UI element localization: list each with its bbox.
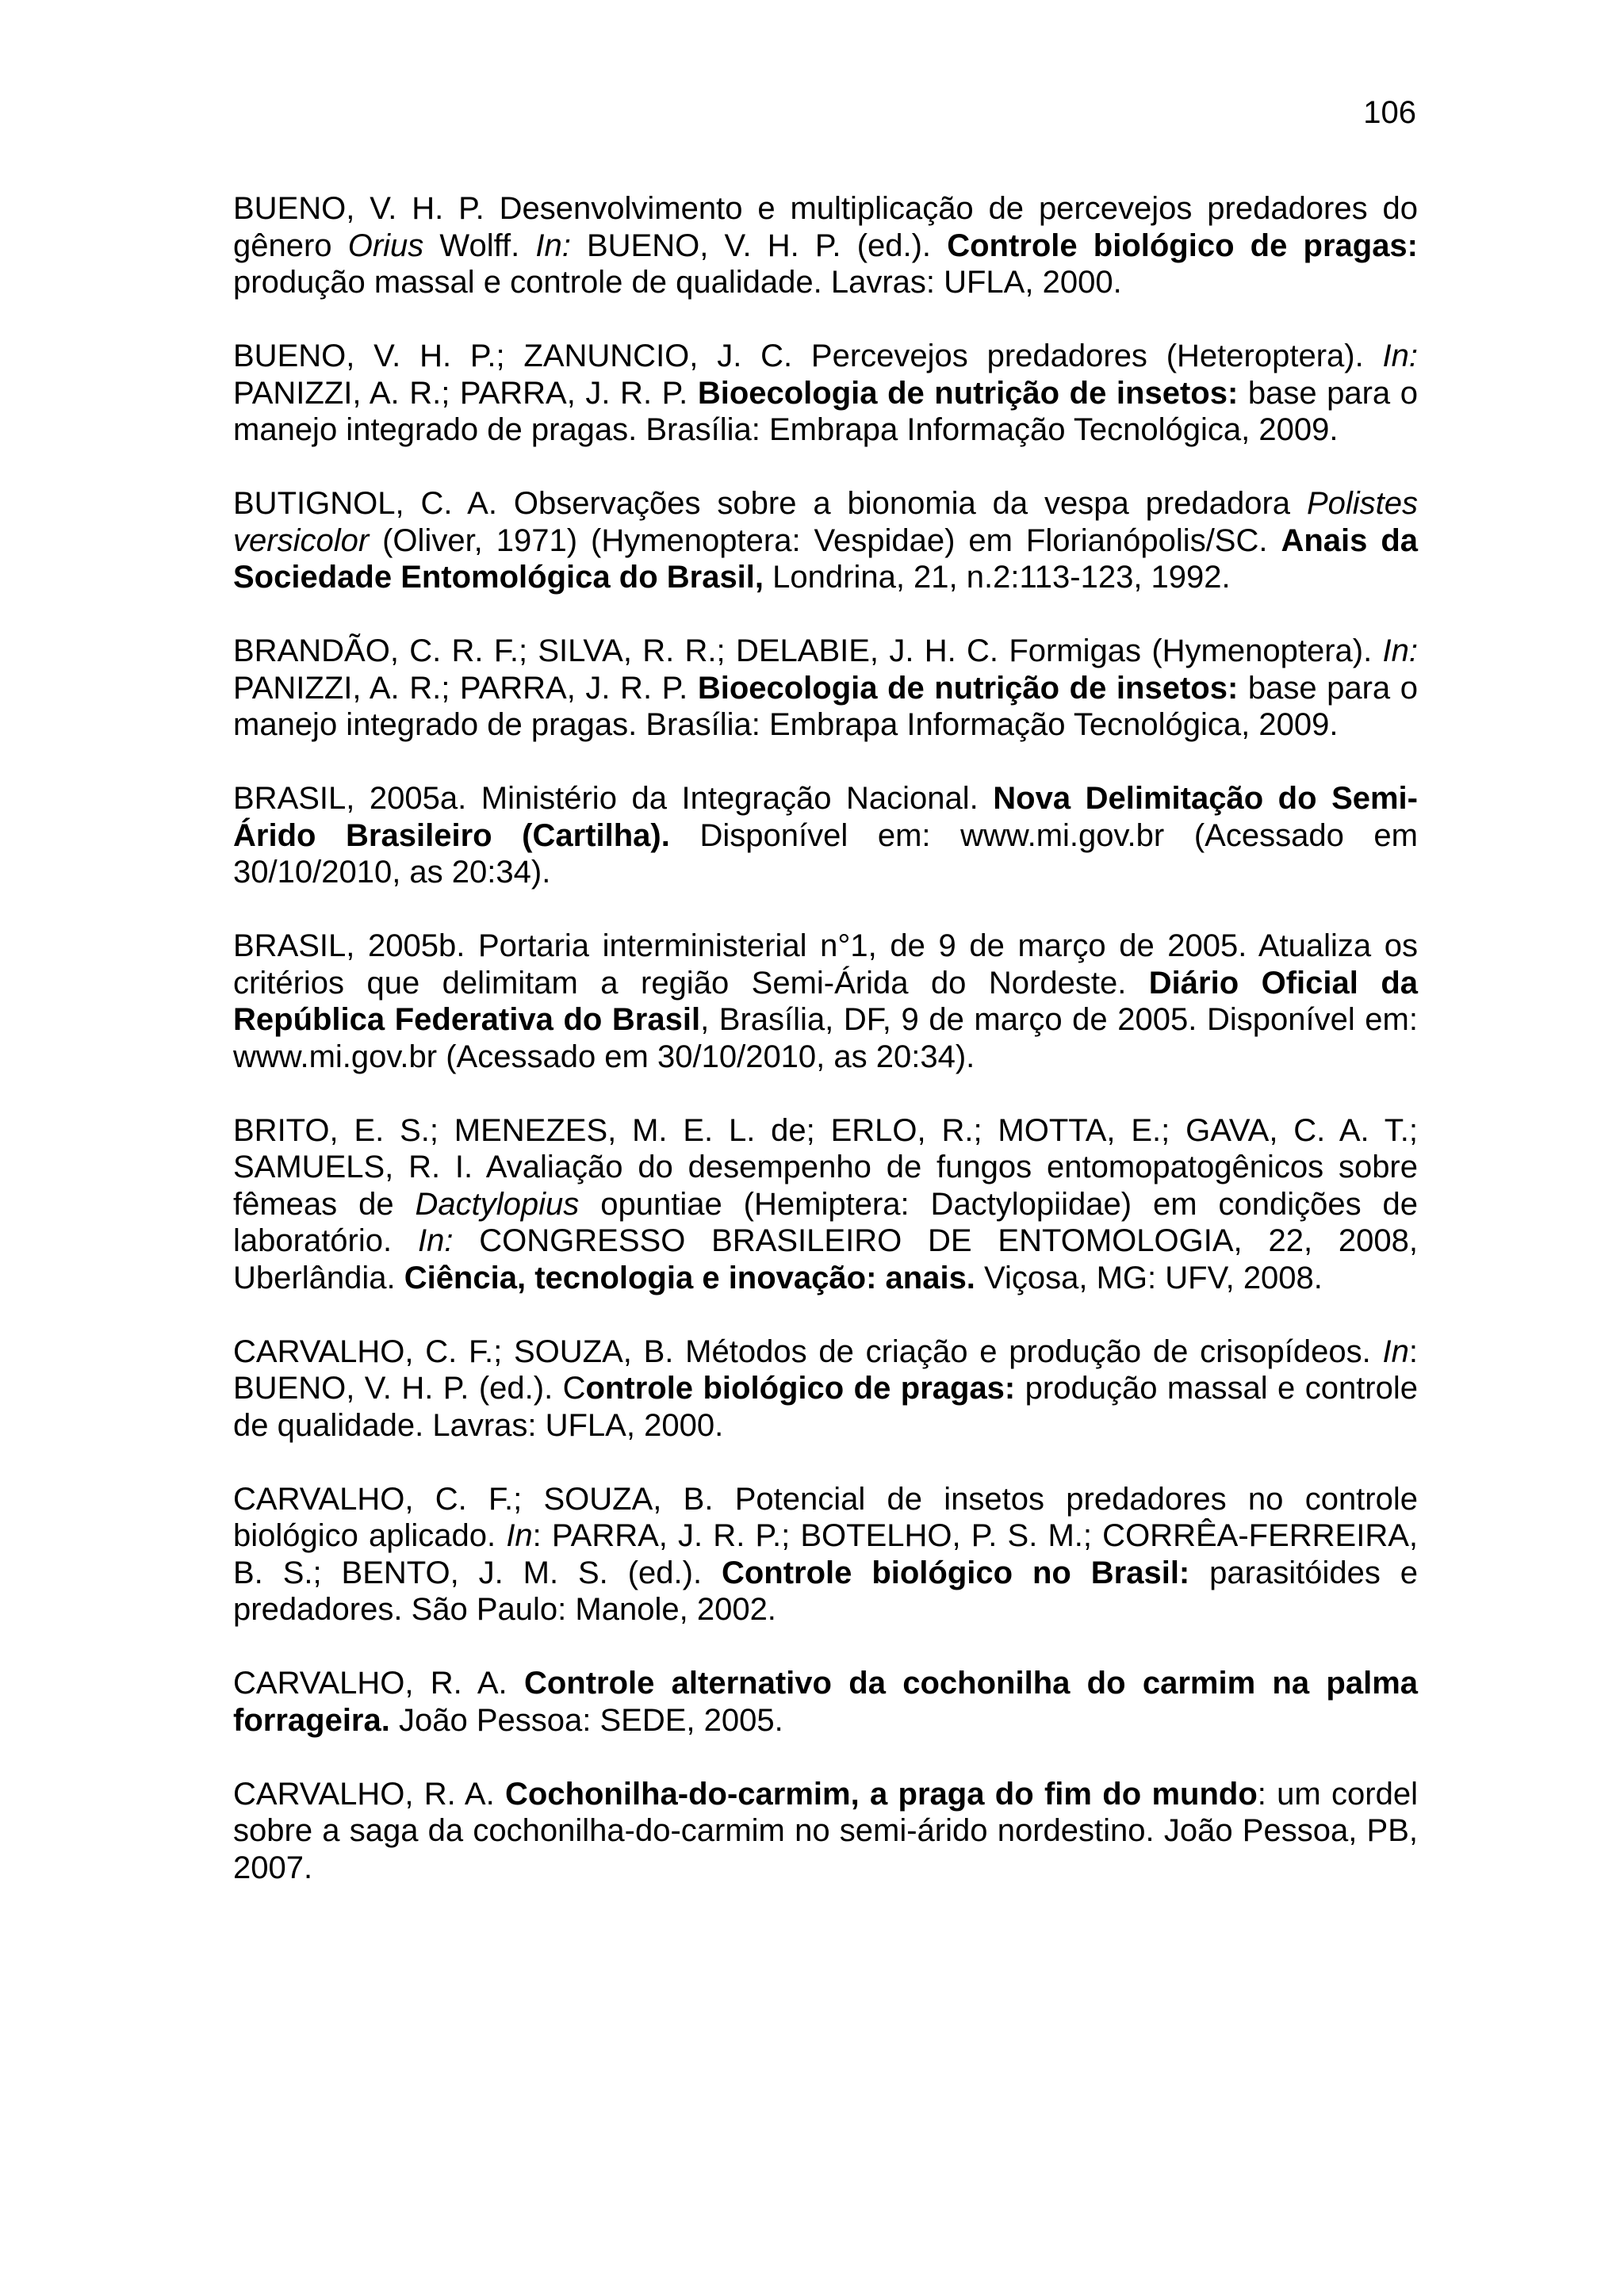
- reference-entry: [233, 780, 1418, 891]
- reference-text-italic: In:: [535, 228, 571, 263]
- reference-text: : PARRA, J. R. P.; BOTELHO, P. S. M.; CORRÊA-FERREIRA, B. S.; BENTO, J. M. S. (ed.).: [233, 1518, 1418, 1590]
- reference-title-bold: Nova Delimitação do Semi-Árido Brasileiro (Cartilha).: [233, 781, 1418, 853]
- reference-text: : um cordel sobre a saga da cochonilha-do-carmim no semi-árido nordestino. João Pessoa, PB, 2007.: [233, 1776, 1419, 1885]
- reference-text: Wolff.: [423, 228, 536, 263]
- reference-entry: [233, 928, 1418, 1075]
- reference-title-bold: Bioecologia de nutrição de insetos:: [697, 375, 1239, 411]
- reference-list: [233, 190, 1418, 1923]
- reference-title-bold: Cochonilha-do-carmim, a praga do fim do mundo: [505, 1776, 1258, 1812]
- reference-entry: [233, 1112, 1418, 1297]
- reference-text: opuntiae (Hemiptera: Dactylopiidae) em condições de laboratório.: [233, 1186, 1419, 1258]
- reference-text: produção massal e controle de qualidade. Lavras: UFLA, 2000.: [233, 265, 1122, 300]
- reference-text: : BUENO, V. H. P. (ed.). C: [233, 1334, 1418, 1406]
- reference-title-bold: Ciência, tecnologia e inovação: anais.: [404, 1260, 975, 1295]
- reference-text: Viçosa, MG: UFV, 2008.: [975, 1260, 1323, 1295]
- reference-entry: [233, 633, 1418, 744]
- reference-text: Londrina, 21, n.2:113-123, 1992.: [764, 560, 1231, 595]
- reference-text: base para o manejo integrado de pragas. Brasília: Embrapa Informação Tecnológica, 2009.: [233, 375, 1418, 447]
- reference-text: parasitóides e predadores. São Paulo: Manole, 2002.: [233, 1555, 1419, 1627]
- reference-text: BRITO, E. S.; MENEZES, M. E. L. de; ERLO, R.; MOTTA, E.; GAVA, C. A. T.; SAMUELS, R. I. Avaliação do desempenho de fungos entomopatogênicos sobre fêmeas de: [233, 1112, 1418, 1222]
- reference-title-bold: Diário Oficial da República Federativa do Brasil: [233, 965, 1419, 1037]
- reference-entry: [233, 1776, 1418, 1887]
- reference-text: CARVALHO, C. F.; SOUZA, B. Métodos de criação e produção de crisopídeos.: [233, 1334, 1383, 1369]
- reference-text: BRASIL, 2005a. Ministério da Integração Nacional.: [233, 781, 994, 816]
- reference-entry: [233, 338, 1418, 449]
- reference-entry: [233, 485, 1418, 596]
- reference-text: CARVALHO, C. F.; SOUZA, B. Potencial de insetos predadores no controle biológico aplicado.: [233, 1481, 1418, 1553]
- reference-entry: [233, 1334, 1418, 1445]
- reference-title-bold: Bioecologia de nutrição de insetos:: [697, 670, 1239, 706]
- reference-text: CONGRESSO BRASILEIRO DE ENTOMOLOGIA, 22, 2008, Uberlândia.: [233, 1223, 1418, 1295]
- reference-entry: [233, 1481, 1418, 1628]
- reference-entry: [233, 1665, 1418, 1739]
- reference-title-bold: Anais da Sociedade Entomológica do Brasil,: [233, 522, 1418, 595]
- reference-text: PANIZZI, A. R.; PARRA, J. R. P.: [233, 375, 698, 411]
- reference-text-italic: Orius: [347, 228, 424, 263]
- reference-text-italic: Polistes versicolor: [233, 486, 1418, 558]
- reference-text-italic: Dactylopius: [415, 1186, 580, 1222]
- reference-text: BRANDÃO, C. R. F.; SILVA, R. R.; DELABIE, J. H. C. Formigas (Hymenoptera).: [233, 633, 1383, 668]
- reference-text-italic: In:: [1382, 633, 1418, 668]
- reference-title-bold: Controle biológico no Brasil:: [721, 1555, 1190, 1590]
- reference-entry: [233, 190, 1418, 301]
- reference-text: produção massal e controle de qualidade. Lavras: UFLA, 2000.: [233, 1371, 1418, 1443]
- reference-text-italic: In:: [1382, 339, 1418, 373]
- reference-text: , Brasília, DF, 9 de março de 2005. Disponível em: www.mi.gov.br (Acessado em 30/10/2010, as 20:34).: [233, 1002, 1418, 1074]
- reference-text: Disponível em: www.mi.gov.br (Acessado em 30/10/2010, as 20:34).: [233, 817, 1418, 890]
- reference-text: (Oliver, 1971) (Hymenoptera: Vespidae) em Florianópolis/SC.: [369, 522, 1281, 558]
- reference-text: BUENO, V. H. P.; ZANUNCIO, J. C. Percevejos predadores (Heteroptera).: [233, 339, 1383, 373]
- reference-text: BUTIGNOL, C. A. Observações sobre a bionomia da vespa predadora: [233, 486, 1307, 521]
- reference-text: BRASIL, 2005b. Portaria interministerial n°1, de 9 de março de 2005. Atualiza os critérios que delimitam a região Semi-Árida do Nordeste.: [233, 928, 1418, 1001]
- reference-text-italic: In:: [417, 1223, 454, 1258]
- reference-text: base para o manejo integrado de pragas. Brasília: Embrapa Informação Tecnológica, 2009.: [233, 670, 1418, 742]
- reference-title-bold: Controle alternativo da cochonilha do carmim na palma forrageira.: [233, 1666, 1419, 1738]
- reference-text: PANIZZI, A. R.; PARRA, J. R. P.: [233, 670, 698, 706]
- reference-text: BUENO, V. H. P. (ed.).: [570, 228, 948, 263]
- reference-title-bold: Controle biológico de pragas:: [947, 228, 1419, 263]
- reference-title-bold: ontrole biológico de pragas:: [585, 1371, 1016, 1406]
- reference-text: CARVALHO, R. A.: [233, 1776, 505, 1812]
- reference-text: João Pessoa: SEDE, 2005.: [389, 1702, 783, 1738]
- reference-text-italic: In: [506, 1518, 533, 1553]
- reference-text: CARVALHO, R. A.: [233, 1666, 524, 1701]
- reference-text: BUENO, V. H. P. Desenvolvimento e multiplicação de percevejos predadores do gênero: [233, 191, 1418, 263]
- reference-text-italic: In: [1382, 1334, 1409, 1369]
- page-number: 106: [1363, 95, 1416, 130]
